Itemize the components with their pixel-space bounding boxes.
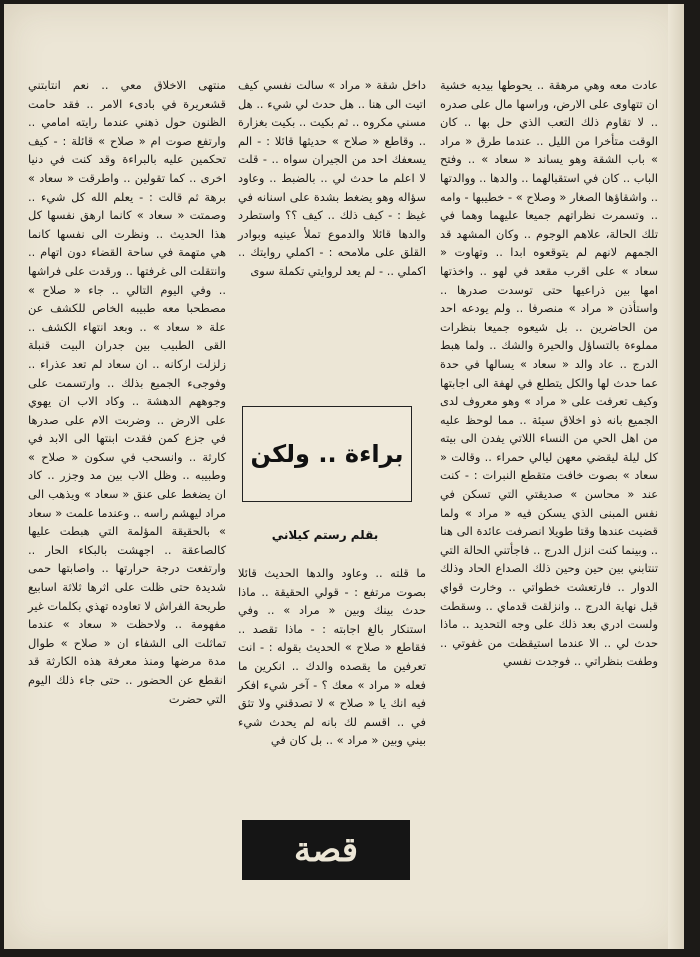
story-title: براءة .. ولكن (250, 440, 404, 468)
column-left-text: منتهى الاخلاق معي .. نعم انتابتني قشعريرة في بادىء الامر .. فقد حامت الظنون حول ذهني عندما رايته امامي .. وارتفع صوت ام « صلاح » قائلة : - كيف تحكمين عليه بالبراءة وقد كنت في دنيا اخرى .. كما تقولين .. واطرقت « سعاد » برهة ثم قالت : - يعلم الله كل شيء .. وصمتت « سعاد » كانما ارهق نفسها كل هذا الحديث .. ونظرت الى نفسها كانما هي متهمة في ساحة القضاء دون اتهام .. وانتقلت الى غرفتها .. ورقدت على فراشها .. وفي اليوم التالي .. جاء « صلاح » مصطحبا معه طبيبه الخاص للكشف عن علة « سعاد » .. وبعد انتهاء الكشف .. القى الطبيب بين جدران البيت قنبلة زلزلت اركانه .. ان سعاد لم تعد عذراء .. وفوجىء الجميع بذلك .. وارتسمت على وجوههم الدهشة .. وكاد الاب ان يهوي على الارض .. وضربت الام على صدرها في جزع كمن فقدت ابنتها الى الابد في كارثة .. وانسحب في سكون « صلاح » وطبيبه .. وظل الاب بين مد وجزر .. كاد ان يضغط على عنق « سعاد » ويذهب الى مراد ليهشم راسه .. وعندما علمت « سعاد » بالحقيقة المؤلمة التي هبطت عليها كالصاعقة .. اجهشت بالبكاء الحار .. وارتفعت درجة حرارتها .. واصابتها حمى شديدة حتى ظلت على اثرها ثلاثة اسابيع طريحة الفراش لا تعاوده تهذي بكلمات غير مفهومة .. ولاحظت « سعاد » عندما تماثلت الى الشفاء ان « صلاح » طوال مدة مرضها ومنذ معرفة هذه الكارثة قد انقطع عن الحضور .. حتى جاء ذلك اليوم التي حضرت (28, 78, 226, 706)
story-byline: بقلم رستم كيلاني (271, 528, 379, 542)
story-label: قصة (294, 830, 358, 870)
column-middle-top (238, 76, 426, 281)
column-right-text: عادت معه وهي مرهقة .. يحوطها بيديه خشية ان تتهاوى على الارض، وراسها مال على صدره .. لا تقاوم ذلك التعب الذي حل بها .. كان الوقت متأخرا من الليل .. عندما طرق « مراد » باب الشقة وهو يساند « سعاد » .. وفتح الباب .. كان في استقبالهما .. والدها .. ووالدتها .. واشقاؤها الصغار « وصلاح » - خطيبها - وامه .. وتسمرت نظراتهم جميعا عليهما وهما في تلك الحالة، علاهم الوجوم .. وكان المشهد قد الجمهم لانهم لم يتوقعوه ابدا .. وتهاوت « سعاد » على اقرب مقعد في لهو .. واخذتها امها بين ذراعيها حتى توسدت صدرها .. واستأذن « مراد » منصرفا .. ولم يودعه احد من الحاضرين .. بل شيعوه جميعا بنظرات مملوءة بالتساؤل والحيرة والشك .. ولما هبط الدرج .. عاد والد « سعاد » يسالها في حدة عما حدث لها والكل يتطلع في لهفة الى اجابتها وكيف تعرفت على « مراد » وهو معروف لدى الجميع بانه ذو اخلاق سيئة .. مما لوحظ عليه من اهل الحي من النساء اللاتي يفدن الى بيته كل ليلة ليقضي معهن ليالي حمراء .. وقالت « سعاد » بصوت خافت متقطع النبرات : - كنت عند « محاسن » صديقتي التي تسكن في نفس المبنى الذي يسكن فيه « مراد » ولما قضيت عندها وقتا طويلا انصرفت عائدة الى هنا .. وبينما كنت انزل الدرج .. فاجأتني الحالة التي تنتابني بين حين وحين ذلك الصداع الحاد وذلك الدوار .. فارتعشت خطواتي .. وخارت قواي قبل نهاية الدرج .. وانزلقت قدماي .. وسقطت ولست ادري بعد ذلك على وجه التحديد .. ماذا حدث لي .. الا عندما استيقظت من غفوتي .. وطفت بنظراتي .. فوجدت نفسي (440, 78, 658, 669)
story-label-banner (242, 820, 410, 880)
column-middle-top-text: داخل شقة « مراد » سالت نفسي كيف اتيت الى هنا .. هل حدث لي شيء .. هل مسني مكروه .. ثم بكيت .. بكيت بغزارة .. وقاطع « صلاح » حديثها قائلا : - الم يسعفك احد من الجيران سواه .. - قلت لا اعلم ما حدث لي .. بالضبط .. وعاود سؤاله وهو يضغط بشدة على اسنانه في غيظ : - كيف ذلك .. كيف ؟؟ واستطرد والدها قائلا والدموع تملأ عينيه وبوادر القلق على ملامحه : - اكملي روايتك .. اكملي .. - لم يعد لروايتي تكملة سوى (238, 78, 426, 278)
story-title-box (242, 406, 412, 502)
magazine-page (4, 4, 684, 949)
column-left (28, 76, 226, 708)
column-middle-bottom-text: ما قلته .. وعاود والدها الحديث قائلا بصوت مرتفع : - قولي الحقيقة .. ماذا حدث بينك وبين « مراد » .. وفي استنكار بالغ اجابته : - ماذا تقصد .. فقاطع « صلاح » الحديث بقوله : - انت تعرفين ما يقصده والدك .. انكرين ما فعله « مراد » معك ؟ - آخر شيء افكر فيه انك يا « صلاح » لا تصدقني ولا تثق في .. اقسم لك بانه لم يحدث شيء بيني وبين « مراد » .. بل كان في (238, 566, 426, 748)
page-spine (668, 4, 684, 949)
column-middle-bottom (238, 564, 426, 750)
column-right (440, 76, 658, 671)
